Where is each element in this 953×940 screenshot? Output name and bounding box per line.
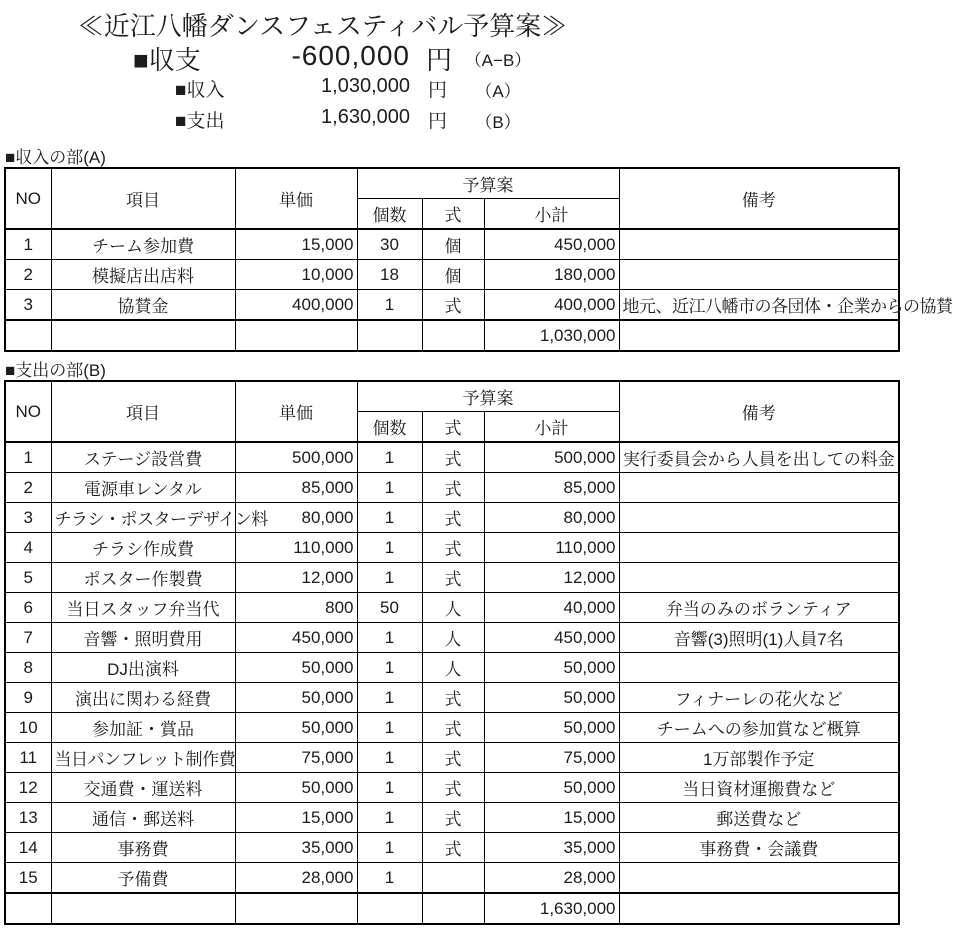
cell-no: 6 bbox=[5, 593, 51, 623]
col-header-unit: 式 bbox=[422, 199, 484, 230]
col-header-unit: 式 bbox=[422, 412, 484, 443]
cell-empty bbox=[619, 893, 899, 924]
cell-item: 電源車レンタル bbox=[51, 473, 235, 503]
cell-subtotal: 450,000 bbox=[484, 229, 619, 260]
cell-note: 弁当のみのボランティア bbox=[619, 593, 899, 623]
table-row bbox=[5, 713, 899, 743]
cell-empty bbox=[422, 320, 484, 351]
col-header-note: 備考 bbox=[619, 168, 899, 229]
col-header-no: NO bbox=[5, 381, 51, 442]
cell-unit-price: 15,000 bbox=[235, 229, 357, 260]
cell-unit: 個 bbox=[422, 229, 484, 260]
cell-item: 模擬店出店料 bbox=[51, 260, 235, 290]
expense-table bbox=[4, 380, 900, 925]
cell-unit-price: 50,000 bbox=[235, 653, 357, 683]
table-row bbox=[5, 260, 899, 290]
table-row bbox=[5, 803, 899, 833]
cell-subtotal: 28,000 bbox=[484, 863, 619, 894]
cell-no: 3 bbox=[5, 503, 51, 533]
cell-note: 実行委員会から人員を出しての料金 bbox=[619, 442, 899, 473]
cell-item: 音響・照明費用 bbox=[51, 623, 235, 653]
col-header-budget: 予算案 bbox=[357, 168, 619, 199]
cell-item: チラシ・ポスターデザイン料 bbox=[51, 503, 235, 533]
cell-item: DJ出演料 bbox=[51, 653, 235, 683]
cell-subtotal: 50,000 bbox=[484, 773, 619, 803]
cell-unit: 式 bbox=[422, 473, 484, 503]
cell-no: 1 bbox=[5, 229, 51, 260]
cell-note: 当日資材運搬費など bbox=[619, 773, 899, 803]
cell-subtotal: 500,000 bbox=[484, 442, 619, 473]
col-header-no: NO bbox=[5, 168, 51, 229]
cell-subtotal: 400,000 bbox=[484, 290, 619, 321]
table-row bbox=[5, 683, 899, 713]
cell-no: 9 bbox=[5, 683, 51, 713]
cell-unit-price: 10,000 bbox=[235, 260, 357, 290]
expense-total-value: 1,630,000 bbox=[484, 893, 619, 924]
income-table-body bbox=[5, 229, 953, 320]
cell-empty bbox=[619, 320, 899, 351]
cell-subtotal: 12,000 bbox=[484, 563, 619, 593]
expense-table-body bbox=[5, 442, 899, 893]
cell-note bbox=[619, 503, 899, 533]
table-row bbox=[5, 593, 899, 623]
expense-amount: 1,630,000 bbox=[321, 106, 410, 128]
cell-no: 11 bbox=[5, 743, 51, 773]
col-header-qty: 個数 bbox=[357, 199, 422, 230]
balance-currency: 円 bbox=[426, 45, 453, 75]
balance-amount: -600,000 bbox=[291, 40, 410, 71]
cell-empty bbox=[235, 320, 357, 351]
cell-note bbox=[619, 533, 899, 563]
table-row bbox=[5, 503, 899, 533]
cell-unit: 式 bbox=[422, 683, 484, 713]
cell-subtotal: 15,000 bbox=[484, 803, 619, 833]
cell-note bbox=[619, 473, 899, 503]
cell-empty bbox=[51, 893, 235, 924]
cell-no: 2 bbox=[5, 260, 51, 290]
cell-unit: 式 bbox=[422, 773, 484, 803]
cell-note bbox=[619, 260, 899, 290]
cell-note bbox=[619, 563, 899, 593]
balance-code: （A−B） bbox=[464, 51, 532, 70]
cell-no: 3 bbox=[5, 290, 51, 321]
cell-unit-price: 450,000 bbox=[235, 623, 357, 653]
table-row bbox=[5, 290, 899, 321]
cell-qty: 1 bbox=[357, 290, 422, 321]
expense-currency: 円 bbox=[428, 111, 448, 132]
col-header-item: 項目 bbox=[51, 381, 235, 442]
cell-unit-price: 35,000 bbox=[235, 833, 357, 863]
summary-expense-line bbox=[0, 106, 921, 136]
cell-note bbox=[619, 653, 899, 683]
cell-item: 当日スタッフ弁当代 bbox=[51, 593, 235, 623]
cell-qty: 1 bbox=[357, 803, 422, 833]
cell-qty: 1 bbox=[357, 503, 422, 533]
cell-unit: 式 bbox=[422, 563, 484, 593]
cell-qty: 1 bbox=[357, 833, 422, 863]
col-header-note: 備考 bbox=[619, 381, 899, 442]
balance-label: ■収支 bbox=[133, 45, 201, 75]
cell-unit-price: 75,000 bbox=[235, 743, 357, 773]
cell-qty: 1 bbox=[357, 863, 422, 894]
expense-section-heading: ■支出の部(B) bbox=[5, 361, 106, 380]
cell-unit: 式 bbox=[422, 803, 484, 833]
cell-unit: 式 bbox=[422, 533, 484, 563]
expense-table-header bbox=[5, 381, 899, 442]
cell-subtotal: 80,000 bbox=[484, 503, 619, 533]
table-row bbox=[5, 473, 899, 503]
cell-unit-price: 85,000 bbox=[235, 473, 357, 503]
cell-unit-price: 50,000 bbox=[235, 713, 357, 743]
cell-qty: 18 bbox=[357, 260, 422, 290]
col-header-item: 項目 bbox=[51, 168, 235, 229]
income-section-heading: ■収入の部(A) bbox=[5, 148, 106, 167]
cell-unit bbox=[422, 863, 484, 894]
cell-subtotal: 50,000 bbox=[484, 713, 619, 743]
income-code: （A） bbox=[475, 82, 521, 101]
cell-qty: 1 bbox=[357, 473, 422, 503]
cell-item: 協賛金 bbox=[51, 290, 235, 321]
cell-unit-price: 50,000 bbox=[235, 683, 357, 713]
summary-income-line bbox=[0, 75, 921, 105]
income-amount: 1,030,000 bbox=[321, 75, 410, 97]
cell-qty: 1 bbox=[357, 533, 422, 563]
cell-no: 5 bbox=[5, 563, 51, 593]
cell-empty bbox=[357, 893, 422, 924]
cell-qty: 1 bbox=[357, 653, 422, 683]
cell-qty: 30 bbox=[357, 229, 422, 260]
cell-note: 音響(3)照明(1)人員7名 bbox=[619, 623, 899, 653]
cell-unit-price: 500,000 bbox=[235, 442, 357, 473]
cell-empty bbox=[357, 320, 422, 351]
cell-note: 地元、近江八幡市の各団体・企業からの協賛 bbox=[619, 290, 899, 321]
cell-unit-price: 12,000 bbox=[235, 563, 357, 593]
cell-empty bbox=[5, 320, 51, 351]
expense-code: （B） bbox=[475, 113, 521, 132]
cell-no: 14 bbox=[5, 833, 51, 863]
cell-note: フィナーレの花火など bbox=[619, 683, 899, 713]
cell-item: 演出に関わる経費 bbox=[51, 683, 235, 713]
cell-empty bbox=[422, 893, 484, 924]
col-header-subtotal: 小計 bbox=[484, 412, 619, 443]
table-row bbox=[5, 743, 899, 773]
cell-qty: 1 bbox=[357, 623, 422, 653]
cell-empty bbox=[51, 320, 235, 351]
income-currency: 円 bbox=[428, 80, 448, 101]
cell-subtotal: 110,000 bbox=[484, 533, 619, 563]
col-header-unit-price: 単価 bbox=[235, 168, 357, 229]
cell-item: チラシ作成費 bbox=[51, 533, 235, 563]
cell-unit: 式 bbox=[422, 833, 484, 863]
cell-note: 1万部製作予定 bbox=[619, 743, 899, 773]
cell-note: チームへの参加賞など概算 bbox=[619, 713, 899, 743]
cell-qty: 1 bbox=[357, 713, 422, 743]
cell-unit-price: 400,000 bbox=[235, 290, 357, 321]
cell-subtotal: 85,000 bbox=[484, 473, 619, 503]
cell-item: 交通費・運送料 bbox=[51, 773, 235, 803]
cell-item: 参加証・賞品 bbox=[51, 713, 235, 743]
cell-subtotal: 180,000 bbox=[484, 260, 619, 290]
cell-subtotal: 40,000 bbox=[484, 593, 619, 623]
income-total-row bbox=[5, 320, 899, 351]
table-row bbox=[5, 773, 899, 803]
cell-qty: 1 bbox=[357, 743, 422, 773]
expense-label: ■支出 bbox=[175, 111, 225, 132]
cell-unit: 個 bbox=[422, 260, 484, 290]
expense-total-row bbox=[5, 893, 899, 924]
cell-qty: 1 bbox=[357, 683, 422, 713]
cell-no: 10 bbox=[5, 713, 51, 743]
cell-item: ポスター作製費 bbox=[51, 563, 235, 593]
cell-unit-price: 800 bbox=[235, 593, 357, 623]
cell-empty bbox=[235, 893, 357, 924]
cell-no: 2 bbox=[5, 473, 51, 503]
income-table bbox=[4, 167, 953, 352]
cell-unit: 式 bbox=[422, 442, 484, 473]
cell-unit-price: 110,000 bbox=[235, 533, 357, 563]
table-row bbox=[5, 833, 899, 863]
cell-item: 通信・郵送料 bbox=[51, 803, 235, 833]
cell-item: 事務費 bbox=[51, 833, 235, 863]
cell-subtotal: 50,000 bbox=[484, 653, 619, 683]
col-header-subtotal: 小計 bbox=[484, 199, 619, 230]
table-row bbox=[5, 623, 899, 653]
table-row bbox=[5, 229, 899, 260]
summary-balance-line bbox=[0, 40, 921, 75]
cell-no: 13 bbox=[5, 803, 51, 833]
cell-unit-price: 15,000 bbox=[235, 803, 357, 833]
cell-subtotal: 50,000 bbox=[484, 683, 619, 713]
cell-unit: 人 bbox=[422, 653, 484, 683]
cell-unit: 人 bbox=[422, 593, 484, 623]
cell-note bbox=[619, 863, 899, 894]
cell-item: 予備費 bbox=[51, 863, 235, 894]
cell-no: 12 bbox=[5, 773, 51, 803]
income-label: ■収入 bbox=[175, 80, 225, 101]
table-row bbox=[5, 863, 899, 894]
cell-no: 7 bbox=[5, 623, 51, 653]
income-table-header bbox=[5, 168, 899, 229]
cell-no: 1 bbox=[5, 442, 51, 473]
cell-unit: 式 bbox=[422, 743, 484, 773]
cell-empty bbox=[5, 893, 51, 924]
cell-unit-price: 80,000 bbox=[235, 503, 357, 533]
cell-qty: 1 bbox=[357, 773, 422, 803]
page-title: ≪近江八幡ダンスフェスティバル予算案≫ bbox=[77, 11, 568, 41]
cell-no: 15 bbox=[5, 863, 51, 894]
cell-item: ステージ設営費 bbox=[51, 442, 235, 473]
income-total-value: 1,030,000 bbox=[484, 320, 619, 351]
cell-unit: 式 bbox=[422, 290, 484, 321]
cell-item: 当日パンフレット制作費 bbox=[51, 743, 235, 773]
cell-unit-price: 28,000 bbox=[235, 863, 357, 894]
cell-unit-price: 50,000 bbox=[235, 773, 357, 803]
cell-note: 郵送費など bbox=[619, 803, 899, 833]
cell-qty: 1 bbox=[357, 442, 422, 473]
col-header-budget: 予算案 bbox=[357, 381, 619, 412]
cell-unit: 式 bbox=[422, 713, 484, 743]
table-row bbox=[5, 442, 899, 473]
cell-no: 8 bbox=[5, 653, 51, 683]
table-row bbox=[5, 653, 899, 683]
cell-unit: 式 bbox=[422, 503, 484, 533]
cell-unit: 人 bbox=[422, 623, 484, 653]
table-row bbox=[5, 533, 899, 563]
cell-subtotal: 75,000 bbox=[484, 743, 619, 773]
cell-qty: 50 bbox=[357, 593, 422, 623]
table-row bbox=[5, 563, 899, 593]
cell-note: 事務費・会議費 bbox=[619, 833, 899, 863]
col-header-unit-price: 単価 bbox=[235, 381, 357, 442]
cell-subtotal: 35,000 bbox=[484, 833, 619, 863]
cell-no: 4 bbox=[5, 533, 51, 563]
cell-note bbox=[619, 229, 899, 260]
cell-subtotal: 450,000 bbox=[484, 623, 619, 653]
col-header-qty: 個数 bbox=[357, 412, 422, 443]
cell-item: チーム参加費 bbox=[51, 229, 235, 260]
cell-qty: 1 bbox=[357, 563, 422, 593]
